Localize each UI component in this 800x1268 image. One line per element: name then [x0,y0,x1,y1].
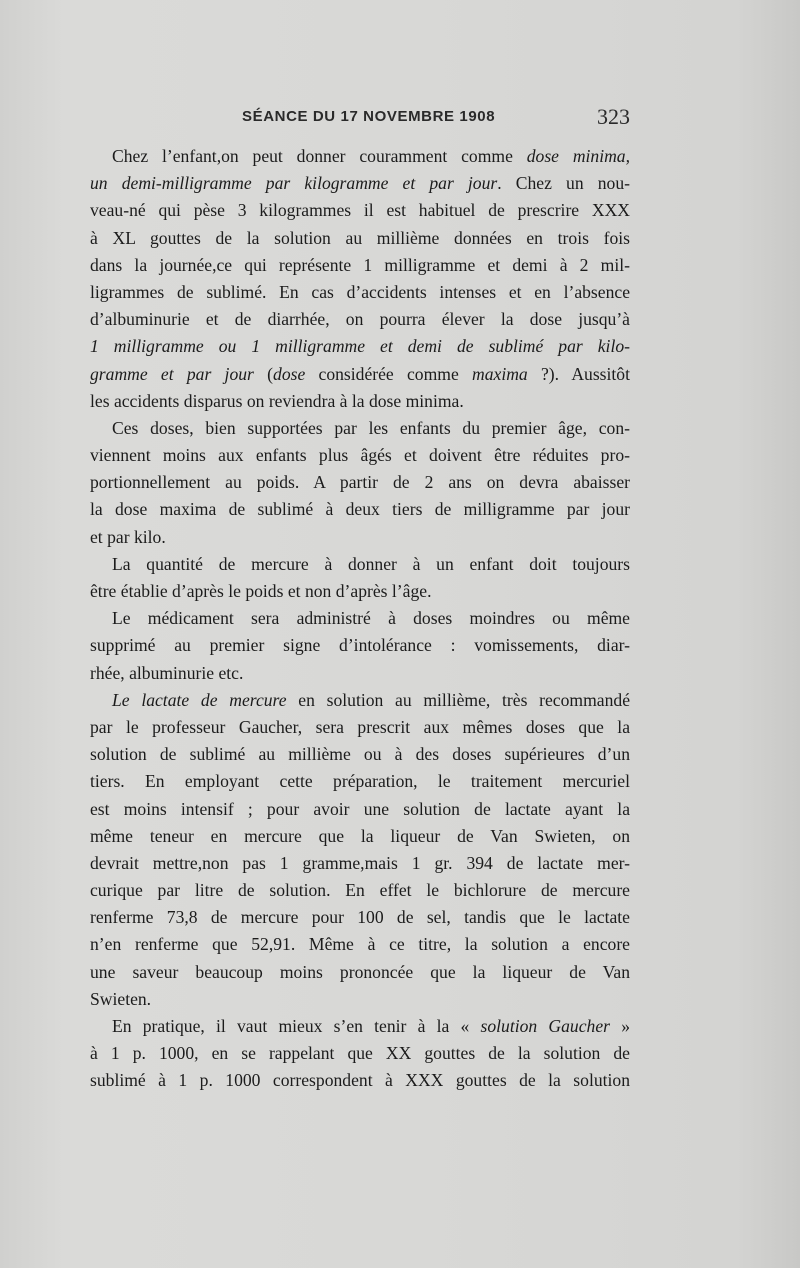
text-segment: ?). Aussitôt [527,363,630,384]
text-segment: d’albuminurie et de diarrhée, on pourra élever la dose jusqu’à [90,309,630,330]
text-segment: à 1 p. 1000, en se rappelant que XX gouttes de la solution de [90,1043,630,1064]
text-segment: être établie d’après le poids et non d’après l’âge. [90,581,432,601]
italic-text: dose [273,363,306,384]
text-segment: dans la journée,ce qui représente 1 milligramme et demi à 2 mil- [90,254,630,275]
text-segment: Ces doses, bien supportées par les enfants du premier âge, con- [112,417,630,438]
text-line [90,388,630,415]
italic-text: Le lactate de mercure [112,689,287,710]
text-segment: Le médicament sera administré à doses moindres ou même [112,608,630,629]
text-line [90,279,630,306]
italic-text: un demi-milligramme par kilogramme et par jour [90,173,498,194]
text-segment: Chez l’enfant,on peut donner couramment comme [112,146,527,166]
text-line [90,1013,630,1040]
text-segment: à XL gouttes de la solution au millième données en trois fois [90,227,630,248]
text-segment: curique par litre de solution. En effet le bichlorure de mercure [90,880,630,901]
text-segment: solution de sublimé au millième ou à des doses supérieures d’un [90,744,630,765]
text-line [90,660,630,687]
text-segment: considérée comme [305,363,473,384]
text-line [90,252,630,279]
text-line [90,986,630,1013]
text-line [90,904,630,931]
text-segment: ligrammes de sublimé. En cas d’accidents intenses et en l’absence [90,281,630,302]
page-header [242,104,632,132]
text-line [90,741,630,768]
text-segment: même teneur en mercure que la liqueur de Van Swieten, on [90,825,630,846]
text-segment: et par kilo. [90,526,166,547]
italic-text: dose minima, [526,146,630,166]
text-segment: portionnellement au poids. A partir de 2 ans on devra abaisser [90,472,630,493]
text-line [90,469,630,496]
italic-text: solution Gaucher [480,1016,610,1036]
text-line [90,415,630,442]
text-line [90,1067,630,1094]
text-line [90,361,630,388]
text-line [90,496,630,523]
text-line [90,306,630,333]
text-line [90,333,630,360]
text-segment: n’en renferme que 52,91. Même à ce titre, la solution a encore [90,934,630,955]
text-line [90,714,630,741]
text-segment: devrait mettre,non pas 1 gramme,mais 1 gr. 394 de lactate mer- [90,852,630,873]
text-segment: » [609,1016,630,1036]
text-segment: veau-né qui pèse 3 kilogrammes il est habituel de prescrire XXX [90,200,630,221]
text-segment: tiers. En employant cette préparation, le traitement mercuriel [90,771,630,792]
text-line [90,524,630,551]
text-line [90,442,630,469]
text-line [90,170,630,197]
text-line [90,796,630,823]
text-line [90,551,630,578]
text-segment: la dose maxima de sublimé à deux tiers de milligramme par jour [90,499,630,520]
text-line [90,850,630,877]
text-line [90,768,630,795]
italic-text: maxima [472,363,528,384]
text-segment: les accidents disparus on reviendra à la dose minima. [90,390,464,411]
text-segment: ( [253,363,274,384]
text-segment: . Chez un nou- [497,173,630,194]
text-line [90,143,630,170]
text-line [90,578,630,605]
text-segment: Swieten. [90,988,152,1009]
italic-text: 1 milligramme ou 1 milligramme et demi de sublimé par kilo- [90,336,630,357]
text-segment: une saveur beaucoup moins prononcée que la liqueur de Van [90,961,630,982]
text-line [90,197,630,224]
text-segment: est moins intensif ; pour avoir une solution de lactate ayant la [90,798,630,819]
body-text [90,143,630,1095]
text-line [90,632,630,659]
text-segment: renferme 73,8 de mercure pour 100 de sel, tandis que le lactate [90,907,630,928]
text-segment: en solution au millième, très recommandé [286,689,630,710]
text-segment: par le professeur Gaucher, sera prescrit aux mêmes doses que la [90,716,630,737]
text-line [90,931,630,958]
text-line [90,877,630,904]
text-segment: sublimé à 1 p. 1000 correspondent à XXX gouttes de la solution [90,1070,630,1091]
text-line [90,225,630,252]
text-line [90,959,630,986]
text-line [90,605,630,632]
text-line [90,823,630,850]
italic-text: gramme et par jour [90,363,254,384]
text-segment: En pratique, il vaut mieux s’en tenir à la « [112,1016,481,1036]
running-title: SÉANCE DU 17 NOVEMBRE 1908 [242,108,496,125]
text-segment: rhée, albuminurie etc. [90,662,244,683]
text-line [90,1040,630,1067]
text-line [90,687,630,714]
text-segment: viennent moins aux enfants plus âgés et doivent être réduites pro- [90,445,630,466]
page-number: 323 [597,104,630,129]
text-segment: La quantité de mercure à donner à un enfant doit toujours [112,553,630,574]
text-segment: supprimé au premier signe d’intolérance : vomissements, diar- [90,635,630,656]
